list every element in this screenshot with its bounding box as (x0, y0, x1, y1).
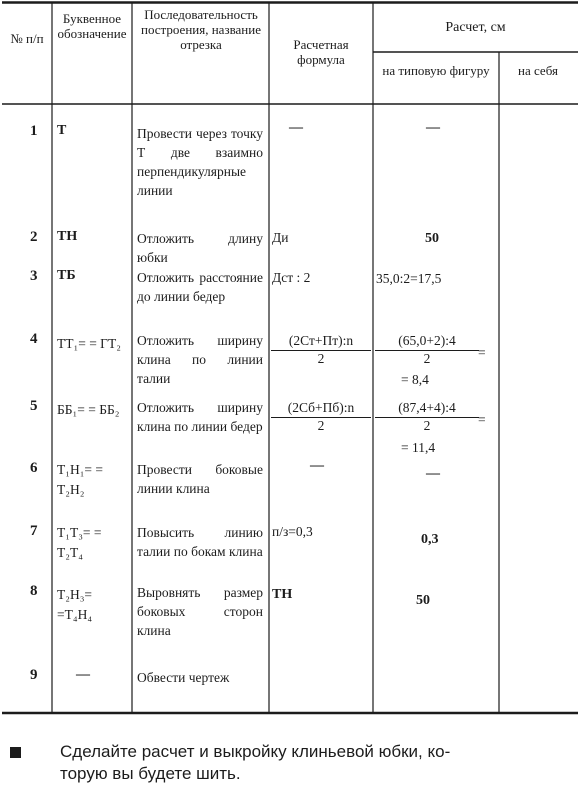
header-formula: Расчетная формула (293, 37, 349, 67)
header-letters: Буквенное обозначение (57, 11, 127, 41)
row-1-number: 1 (30, 123, 38, 139)
row-6-number: 6 (30, 460, 38, 476)
row-6-formula: — (310, 458, 324, 473)
header-calc: Расчет, см (445, 20, 506, 35)
row-5-calc (375, 400, 479, 434)
row-4-calc-denominator: 2 (423, 351, 431, 366)
header-calc-typical: на типовую фигуру (382, 63, 490, 78)
row-5-equals: = (478, 412, 486, 427)
row-5-formula-denominator: 2 (317, 418, 325, 433)
row-5-calc-result: = 11,4 (401, 440, 436, 455)
row-4-step: Отложить ширину клина по линии талии (137, 333, 263, 386)
row-4-equals: = (478, 345, 486, 360)
row-8-code: Т₂Н₃= =Т₄Н₄ (57, 587, 93, 622)
header-number: № п/п (10, 31, 44, 46)
footer-line-2: торую вы будете шить. (60, 764, 241, 783)
header-sequence: Последовательность построения, название отрезка (141, 7, 261, 52)
row-6-calc: — (426, 466, 440, 481)
row-8-formula: ТН (272, 587, 293, 602)
row-4-formula (271, 333, 371, 367)
header-calc-self: на себя (518, 63, 558, 78)
row-6-code: Т₁Н₁= = Т₂Н₂ (57, 462, 104, 497)
row-2-code: ТН (57, 229, 78, 244)
row-1-code: Т (57, 123, 67, 138)
row-4-calc-result: = 8,4 (401, 372, 429, 387)
row-4-calc (375, 333, 479, 367)
row-5-calc-numerator: (87,4+4):4 (375, 400, 479, 418)
row-4-formula-numerator: (2Ст+Пт):n (271, 333, 371, 351)
row-5-formula (271, 400, 371, 434)
row-5-number: 5 (30, 398, 38, 414)
row-5-formula-numerator: (2Сб+Пб):n (271, 400, 371, 418)
row-1-calc: — (426, 120, 440, 135)
row-5-calc-denominator: 2 (423, 418, 431, 433)
row-3-formula: Дст : 2 (272, 270, 311, 285)
row-9-step: Обвести чертеж (137, 670, 230, 685)
row-4-number: 4 (30, 331, 38, 347)
row-5-step: Отложить ширину клина по линии бедер (137, 400, 263, 434)
row-2-number: 2 (30, 229, 38, 245)
row-6-step: Провести боковые линии клина (137, 462, 263, 496)
row-9-code: — (76, 667, 90, 682)
row-8-calc: 50 (416, 593, 430, 608)
row-7-calc: 0,3 (421, 532, 439, 547)
row-1-formula: — (289, 120, 303, 135)
row-7-code: Т₁Т₃= = Т₂Т₄ (57, 525, 102, 560)
row-4-code: ТТ₁= = ГТ₂ (57, 336, 121, 351)
row-2-formula: Ди (272, 230, 289, 245)
row-7-number: 7 (30, 523, 38, 539)
row-8-step: Выровнять размер боковых сторон клина (137, 585, 263, 638)
row-3-number: 3 (30, 268, 38, 284)
bullet-square-icon (10, 747, 21, 758)
row-4-formula-denominator: 2 (317, 351, 325, 366)
row-9-number: 9 (30, 667, 38, 683)
row-1-step: Провести через точку Т две взаимно перпендикулярные линии (137, 126, 263, 198)
row-2-calc: 50 (425, 231, 439, 246)
row-3-step: Отложить расстояние до линии бедер (137, 270, 263, 304)
row-8-number: 8 (30, 583, 38, 599)
row-3-code: ТБ (57, 268, 76, 283)
row-2-step: Отложить длину юбки (137, 231, 263, 265)
row-5-code: ББ₁= = ББ₂ (57, 402, 120, 417)
row-7-step: Повысить линию талии по бокам клина (137, 525, 263, 559)
row-3-calc: 35,0:2=17,5 (376, 271, 442, 286)
row-7-formula: п/з=0,3 (272, 524, 313, 539)
row-4-calc-numerator: (65,0+2):4 (375, 333, 479, 351)
footer-line-1: Сделайте расчет и выкройку клиньевой юбки, ко- (60, 742, 451, 761)
